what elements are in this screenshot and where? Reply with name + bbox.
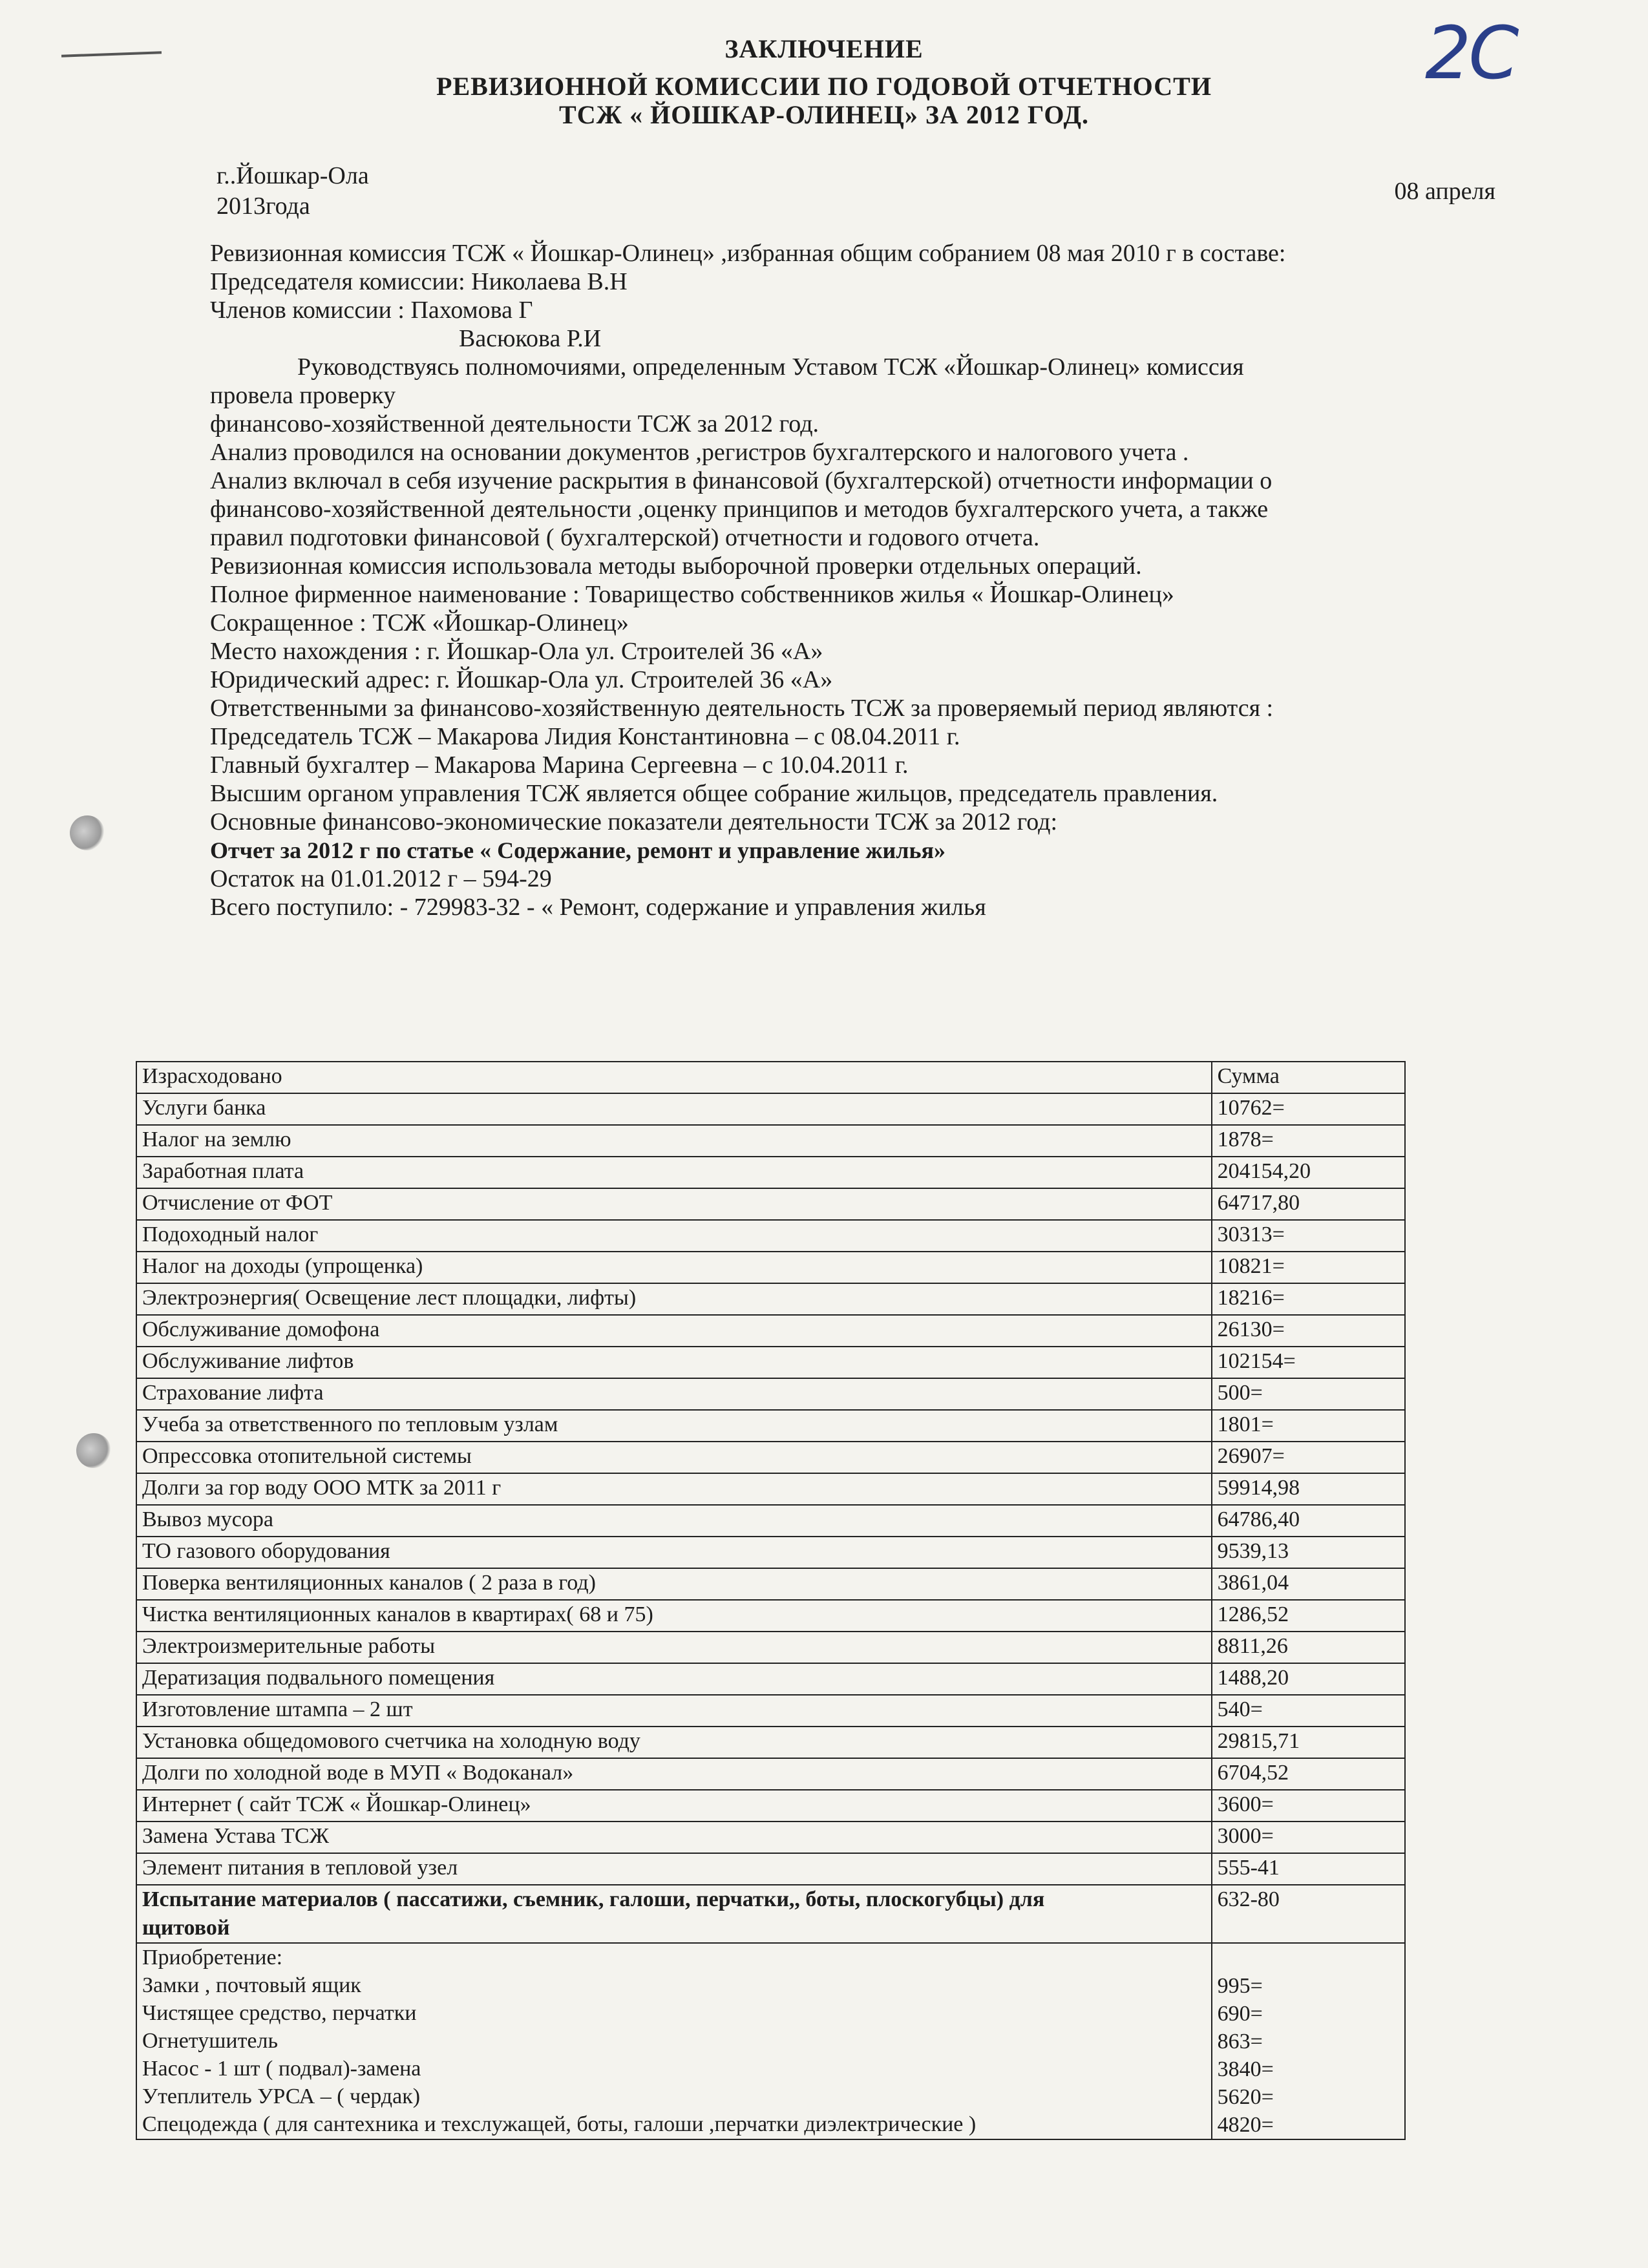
item-cell: ТО газового оборудования [136,1537,1212,1568]
table-row [136,1537,1405,1568]
item-cell: Подоходный налог [136,1220,1212,1252]
purchase-item: Насос - 1 шт ( подвал)-замена [142,2057,421,2081]
materials-line-2: щитовой [142,1916,230,1940]
table-row [136,1442,1405,1473]
table-header-row [136,1062,1405,1093]
item-cell: Страхование лифта [136,1378,1212,1410]
body-line: Анализ проводился на основании документов ,регистров бухгалтерского и налогового учета . [210,439,1189,466]
amount-cell: 6704,52 [1212,1758,1405,1790]
item-cell: Дератизация подвального помещения [136,1663,1212,1695]
expenses-table [136,1061,1406,2140]
amount-cell: 59914,98 [1212,1473,1405,1505]
body-line: Председателя комиссии: Николаева В.Н [210,268,628,295]
header-amount: Сумма [1212,1062,1405,1093]
item-cell: Долги за гор воду ООО МТК за 2011 г [136,1473,1212,1505]
body-line: Ответственными за финансово-хозяйственную деятельность ТСЖ за проверяемый период являются : [210,695,1274,722]
body-line: Юридический адрес: г. Йошкар-Ола ул. Строителей 36 «А» [210,666,833,693]
table-row [136,1347,1405,1378]
table-row [136,1473,1405,1505]
title-line-2: РЕВИЗИОННОЙ КОМИССИИ ПО ГОДОВОЙ ОТЧЕТНОСТИ [436,72,1212,101]
amount-cell: 204154,20 [1212,1157,1405,1188]
punch-hole [70,815,105,850]
amount-cell: 26130= [1212,1315,1405,1347]
amount-cell: 102154= [1212,1347,1405,1378]
amount-cell: 64717,80 [1212,1188,1405,1220]
table-row [136,1600,1405,1632]
amount-cell: 30313= [1212,1220,1405,1252]
purchase-item: Замки , почтовый ящик [142,1973,361,1997]
table-row [136,1663,1405,1695]
year-line: 2013года [217,193,310,220]
amount-cell: 10762= [1212,1093,1405,1125]
punch-hole [76,1433,111,1468]
amount-cell: 1878= [1212,1125,1405,1157]
table-row [136,1188,1405,1220]
table-row [136,1758,1405,1790]
amount-cell: 3000= [1212,1822,1405,1853]
item-cell: Электроизмерительные работы [136,1632,1212,1663]
purchase-amount: 4820= [1217,2113,1274,2137]
purchase-amount: 5620= [1217,2085,1274,2109]
table-row [136,1378,1405,1410]
amount-cell: 500= [1212,1378,1405,1410]
body-line: Высшим органом управления ТСЖ является общее собрание жильцов, председатель правления. [210,780,1218,807]
materials-cell [136,1885,1212,1943]
amount-cell: 555-41 [1212,1853,1405,1885]
purchase-amount: 995= [1217,1974,1263,1998]
table-row [136,1822,1405,1853]
table-row [136,1220,1405,1252]
handwritten-page-number: 2С [1425,12,1517,96]
item-cell: Установка общедомового счетчика на холодную воду [136,1727,1212,1758]
purchase-item: Огнетушитель [142,2029,278,2053]
purchase-item: Спецодежда ( для сантехника и техслужащей, боты, галоши ,перчатки диэлектрические ) [142,2112,977,2136]
body-line: Остаток на 01.01.2012 г – 594-29 [210,865,552,892]
amount-cell: 3861,04 [1212,1568,1405,1600]
materials-line-1: Испытание материалов ( пассатижи, съемник, галоши, перчатки,, боты, плоскогубцы) для [142,1887,1045,1911]
body-line: Место нахождения : г. Йошкар-Ола ул. Строителей 36 «А» [210,638,823,665]
body-line: Васюкова Р.И [459,325,602,352]
item-cell: Налог на доходы (упрощенка) [136,1252,1212,1283]
amount-cell: 540= [1212,1695,1405,1727]
table-row [136,1157,1405,1188]
amount-cell: 8811,26 [1212,1632,1405,1663]
body-line: Главный бухгалтер – Макарова Марина Сергеевна – с 10.04.2011 г. [210,751,909,779]
title-line-3: ТСЖ « ЙОШКАР-ОЛИНЕЦ» ЗА 2012 ГОД. [559,100,1089,129]
purchase-amount: 3840= [1217,2057,1274,2081]
amount-cell: 64786,40 [1212,1505,1405,1537]
table-row-materials [136,1885,1405,1943]
table-row [136,1790,1405,1822]
report-subheading: Отчет за 2012 г по статье « Содержание, ремонт и управление жилья» [210,837,945,863]
amount-cell: 1488,20 [1212,1663,1405,1695]
table-row [136,1315,1405,1347]
item-cell: Опрессовка отопительной системы [136,1442,1212,1473]
body-line: Руководствуясь полномочиями, определенным Уставом ТСЖ «Йошкар-Олинец» комиссия [297,353,1244,381]
header-item: Израсходовано [136,1062,1212,1093]
table-row [136,1632,1405,1663]
item-cell: Отчисление от ФОТ [136,1188,1212,1220]
table-row [136,1252,1405,1283]
body-line: правил подготовки финансовой ( бухгалтерской) отчетности и годового отчета. [210,524,1040,551]
item-cell: Вывоз мусора [136,1505,1212,1537]
body-line: Анализ включал в себя изучение раскрытия в финансовой (бухгалтерской) отчетности информации о [210,467,1273,494]
table-row [136,1505,1405,1537]
table-row [136,1853,1405,1885]
table-row [136,1727,1405,1758]
item-cell: Заработная плата [136,1157,1212,1188]
table-row [136,1125,1405,1157]
body-line: Всего поступило: - 729983-32 - « Ремонт, содержание и управления жилья [210,894,986,921]
item-cell: Интернет ( сайт ТСЖ « Йошкар-Олинец» [136,1790,1212,1822]
item-cell: Долги по холодной воде в МУП « Водоканал» [136,1758,1212,1790]
table-row [136,1093,1405,1125]
item-cell: Замена Устава ТСЖ [136,1822,1212,1853]
body-line: Ревизионная комиссия ТСЖ « Йошкар-Олинец» ,избранная общим собранием 08 мая 2010 г в составе: [210,240,1286,267]
table-row-purchases [136,1943,1405,2139]
item-cell: Чистка вентиляционных каналов в квартирах( 68 и 75) [136,1600,1212,1632]
table-row [136,1283,1405,1315]
body-line: Сокращенное : ТСЖ «Йошкар-Олинец» [210,609,629,636]
amount-cell: 29815,71 [1212,1727,1405,1758]
item-cell: Элемент питания в тепловой узел [136,1853,1212,1885]
amount-cell: 26907= [1212,1442,1405,1473]
body-line: Членов комиссии : Пахомова Г [210,297,533,324]
table-row [136,1568,1405,1600]
amount-cell: 9539,13 [1212,1537,1405,1568]
purchase-item: Утеплитель УРСА – ( чердак) [142,2084,421,2108]
purchases-cell [136,1943,1212,2139]
item-cell: Обслуживание лифтов [136,1347,1212,1378]
purchase-title: Приобретение: [142,1946,283,1969]
item-cell: Услуги банка [136,1093,1212,1125]
purchase-amount: 690= [1217,2002,1263,2026]
place: г..Йошкар-Ола [217,162,369,189]
amount-cell: 1286,52 [1212,1600,1405,1632]
amount-cell: 3600= [1212,1790,1405,1822]
item-cell: Поверка вентиляционных каналов ( 2 раза в год) [136,1568,1212,1600]
table-row [136,1410,1405,1442]
body-line: провела проверку [210,382,396,409]
body-line: финансово-хозяйственной деятельности ТСЖ за 2012 год. [210,410,819,437]
table-row [136,1695,1405,1727]
amount-cell: 10821= [1212,1252,1405,1283]
body-line: финансово-хозяйственной деятельности ,оценку принципов и методов бухгалтерского учета, а также [210,496,1269,523]
item-cell: Обслуживание домофона [136,1315,1212,1347]
purchase-item: Чистящее средство, перчатки [142,2001,417,2025]
amount-cell: 632-80 [1212,1885,1405,1943]
item-cell: Учеба за ответственного по тепловым узлам [136,1410,1212,1442]
report-body [210,239,1541,921]
date: 08 апреля [1394,178,1495,205]
purchase-amount: 863= [1217,2030,1263,2053]
item-cell: Изготовление штампа – 2 шт [136,1695,1212,1727]
body-line: Основные финансово-экономические показатели деятельности ТСЖ за 2012 год: [210,808,1058,835]
body-line: Ревизионная комиссия использовала методы выборочной проверки отдельных операций. [210,552,1142,580]
title-line-1: ЗАКЛЮЧЕНИЕ [724,34,924,63]
body-line: Полное фирменное наименование : Товарищество собственников жилья « Йошкар-Олинец» [210,581,1174,608]
purchase-amounts-cell [1212,1943,1405,2139]
amount-cell: 1801= [1212,1410,1405,1442]
item-cell: Электроэнергия( Освещение лест площадки, лифты) [136,1283,1212,1315]
body-line: Председатель ТСЖ – Макарова Лидия Константиновна – с 08.04.2011 г. [210,723,960,750]
item-cell: Налог на землю [136,1125,1212,1157]
amount-cell: 18216= [1212,1283,1405,1315]
